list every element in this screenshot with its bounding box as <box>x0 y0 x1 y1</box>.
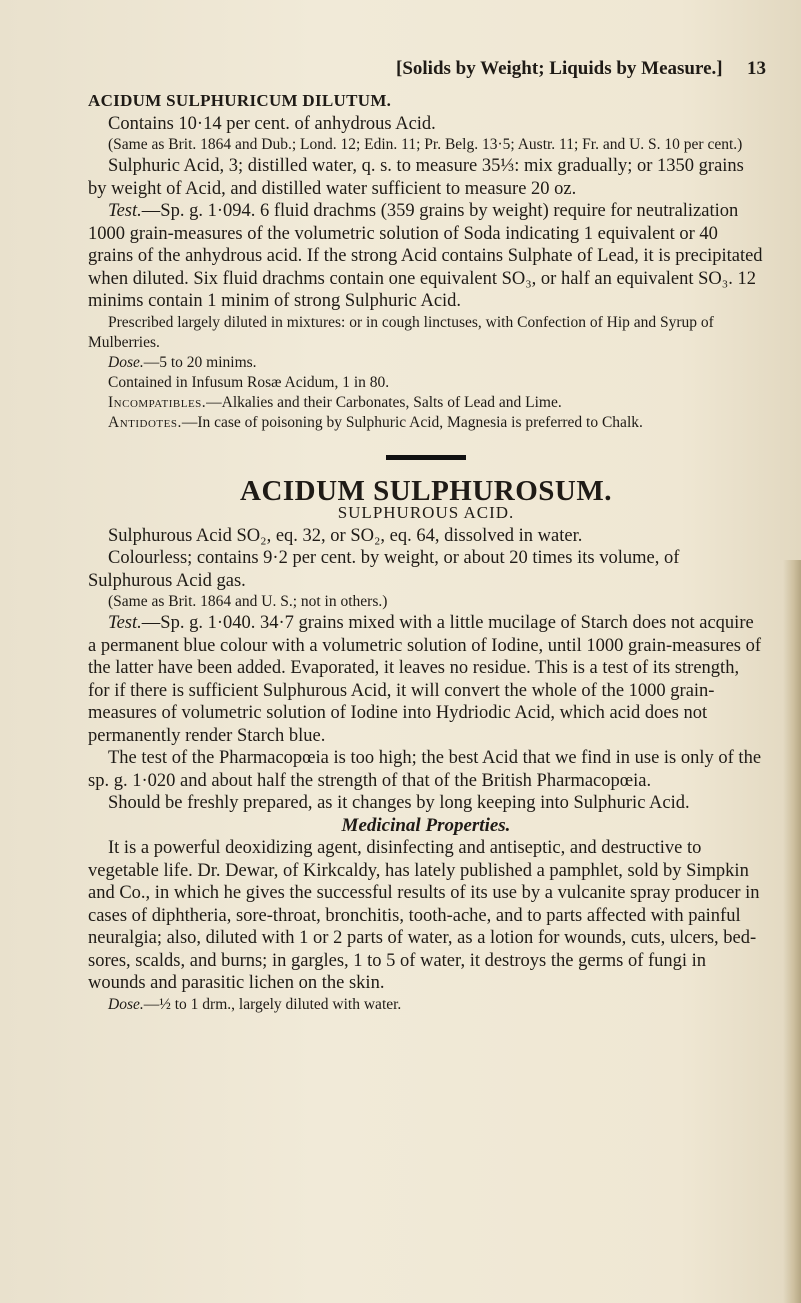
running-header <box>396 58 766 80</box>
prescribed-note: Prescribed largely diluted in mixtures: or in cough linctuses, with Confection of Hip and Syrup of Mulberries. <box>88 313 714 351</box>
test-text-2: —Sp. g. 1·040. 34·7 grains mixed with a little mucilage of Starch does not acquire a permanent blue colour with a volumetric solution of Iodine, until 1000 grain-measures of the latter have been added. Evaporated, it leaves no residue. This is a test of its strength, for if there is sufficient Sulphurous Acid, it will convert the whole of the 1000 grain-measures of volumetric solution of Iodine into Hydriodic Acid, which acid does not permanently render Starch blue. <box>88 613 762 746</box>
page-edge-shadow <box>783 560 801 1303</box>
section-subtitle: SULPHUROUS ACID. <box>337 503 515 522</box>
antidotes-label: Antidotes. <box>108 413 182 431</box>
dose-label-2: Dose. <box>108 995 144 1013</box>
strength-line: Contains 10·14 per cent. of anhydrous Acid. <box>108 113 436 134</box>
pharmacopoeia-note: The test of the Pharmacopœia is too high; the best Acid that we find in use is only of the sp. g. 1·020 and about half the strength of that of the British Pharmacopœia. <box>88 748 762 791</box>
running-title: [Solids by Weight; Liquids by Measure.] <box>396 58 723 79</box>
incompatibles-text: —Alkalies and their Carbonates, Salts of Lead and Lime. <box>206 393 562 411</box>
pharmacopoeia-comparison-2: (Same as Brit. 1864 and U. S.; not in others.) <box>108 593 388 610</box>
dose-line <box>88 353 764 373</box>
formula-line: Sulphurous Acid SO₂, eq. 32, or SO₂, eq. 64, dissolved in water. <box>108 525 583 546</box>
freshness-note: Should be freshly prepared, as it changes by long keeping into Sulphuric Acid. <box>108 793 690 813</box>
test-text: —Sp. g. 1·094. 6 fluid drachms (359 grains by weight) require for neutralization 1000 grain-measures of the volumetric solution of Soda indicating 1 equivalent or 40 grains of the anhydrous acid. If the strong Acid contains Sulphate of Lead, it is precipitated when diluted. Six fluid drachms contain one equivalent SO₃, or half an equivalent SO₃. 12 minims contain 1 minim of strong Sulphuric Acid. <box>88 201 763 311</box>
medicinal-properties-heading: Medicinal Properties. <box>341 814 511 836</box>
antidotes-line <box>88 413 764 433</box>
incompatibles-line <box>88 393 764 413</box>
dose-text-2: —½ to 1 drm., largely diluted with water. <box>143 995 402 1013</box>
pharmacopoeia-comparison: (Same as Brit. 1864 and Dub.; Lond. 12; Edin. 11; Pr. Belg. 13·5; Austr. 11; Fr. and U. S. 10 per cent.) <box>108 136 743 153</box>
test-label: Test. <box>108 201 142 221</box>
description-line: Colourless; contains 9·2 per cent. by weight, or about 20 times its volume, of Sulphurous Acid gas. <box>88 548 680 591</box>
antidotes-text: —In case of poisoning by Sulphuric Acid, Magnesia is preferred to Chalk. <box>181 413 643 431</box>
dose-label: Dose. <box>108 353 144 371</box>
dose-line-2 <box>88 995 764 1015</box>
test-paragraph <box>88 200 764 313</box>
section-title-acidum-sulphuricum-dilutum: ACIDUM SULPHURICUM DILUTUM. <box>88 91 392 110</box>
contained-in-line: Contained in Infusum Rosæ Acidum, 1 in 80. <box>108 373 390 391</box>
medicinal-properties-text: It is a powerful deoxidizing agent, disinfecting and antiseptic, and destructive to vegetable life. Dr. Dewar, of Kirkcaldy, has lately published a pamphlet, sold by Simpkin and Co., in which he gives the successful results of its use by a vulcanite spray producer in cases of diphtheria, sore-throat, bronchitis, tooth-ache, and to parts affected with painful neuralgia; also, diluted with 1 or 2 parts of water, as a lotion for wounds, cuts, ulcers, bed-sores, scalds, and burns; in gargles, 1 to 5 of water, it destroys the germs of fungi in wounds and parasitic lichen on the skin. <box>88 838 760 993</box>
test-label-2: Test. <box>108 613 142 633</box>
page-number: 13 <box>747 58 766 79</box>
dose-text: —5 to 20 minims. <box>143 353 257 371</box>
page-content <box>88 90 764 1015</box>
test-paragraph-2 <box>88 612 764 747</box>
section-title-acidum-sulphurosum: ACIDUM SULPHUROSUM. <box>240 474 612 507</box>
preparation-recipe: Sulphuric Acid, 3; distilled water, q. s. to measure 35⅓: mix gradually; or 1350 grains by weight of Acid, and distilled water sufficient to measure 20 oz. <box>88 156 744 199</box>
section-divider <box>386 455 466 460</box>
incompatibles-label: Incompatibles. <box>108 393 207 411</box>
